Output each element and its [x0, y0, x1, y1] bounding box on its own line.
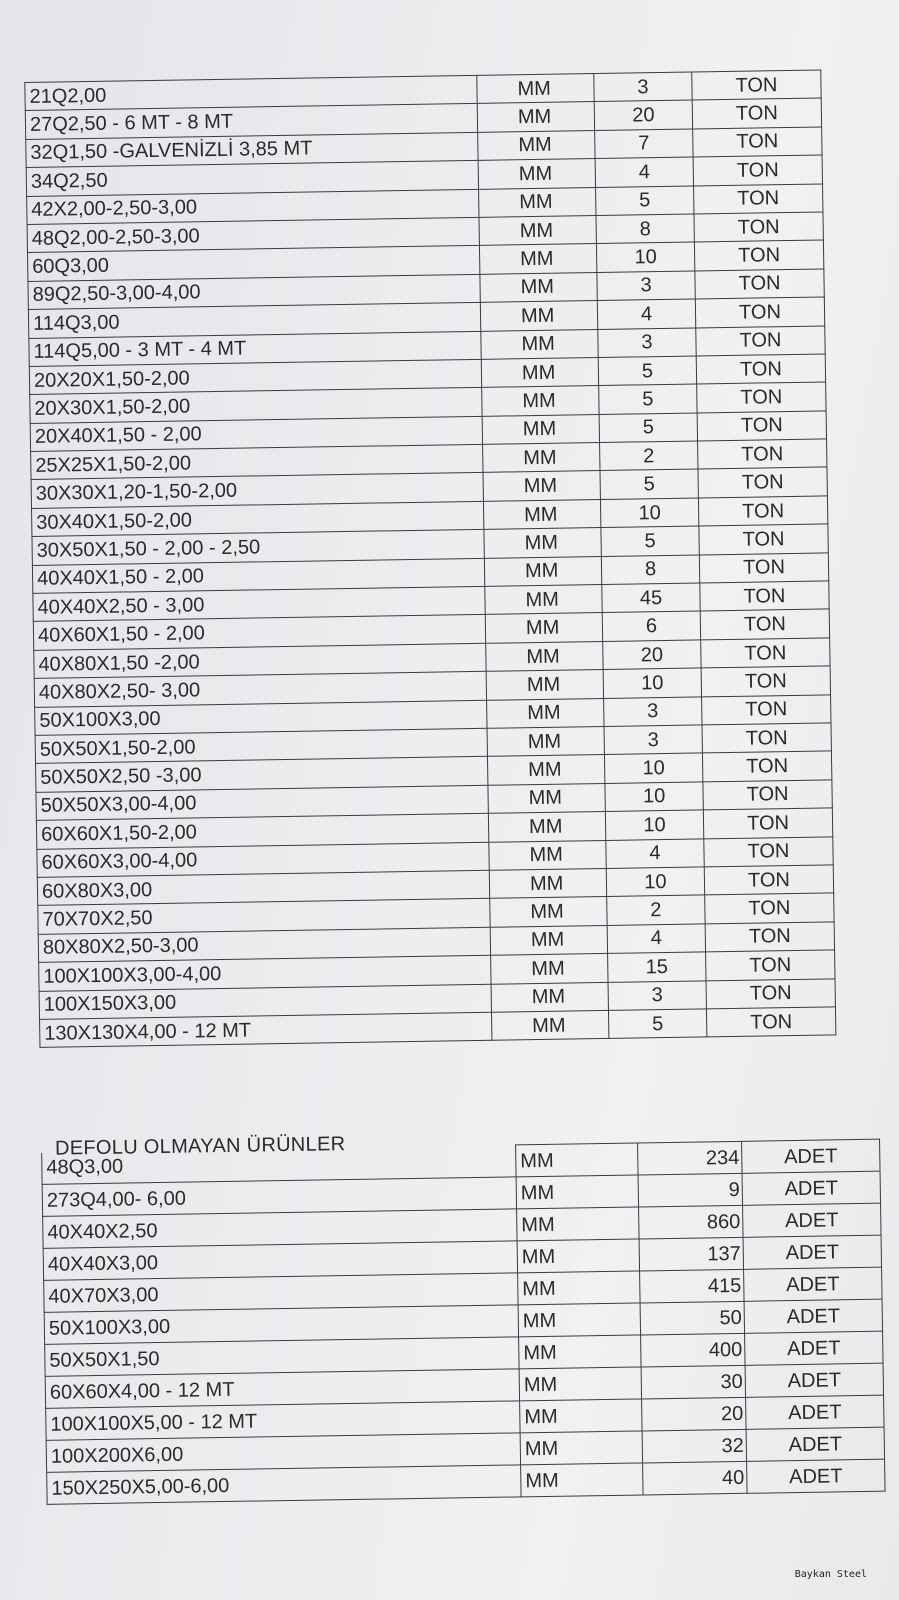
product-cell: 100X100X5,00 - 12 MT [46, 1401, 520, 1440]
unit-cell: MM [482, 386, 599, 416]
unit-cell: MM [518, 1303, 640, 1337]
unit-cell: MM [480, 301, 597, 331]
measure-cell: TON [705, 893, 834, 923]
quantity-cell: 3 [594, 72, 692, 102]
quantity-cell: 137 [639, 1237, 743, 1271]
unit-cell: MM [483, 471, 600, 501]
quantity-cell: 3 [608, 980, 706, 1010]
unit-cell: MM [491, 954, 608, 984]
product-cell: 20X20X1,50-2,00 [29, 359, 481, 394]
product-cell: 20X40X1,50 - 2,00 [30, 416, 482, 451]
quantity-cell: 5 [599, 384, 697, 414]
product-cell: 30X50X1,50 - 2,00 - 2,50 [32, 530, 484, 565]
quantity-cell: 4 [606, 838, 704, 868]
quantity-cell: 45 [602, 583, 700, 613]
quantity-cell: 9 [638, 1173, 742, 1207]
quantity-cell: 10 [606, 867, 704, 897]
quantity-cell: 5 [598, 356, 696, 386]
product-cell: 42X2,00-2,50-3,00 [27, 189, 479, 224]
quantity-cell: 7 [595, 129, 693, 159]
product-cell: 70X70X2,50 [38, 899, 490, 934]
measure-cell: TON [702, 723, 831, 753]
quantity-cell: 32 [642, 1429, 746, 1463]
measure-cell: TON [703, 780, 832, 810]
unit-cell: MM [479, 187, 596, 217]
unit-cell: MM [521, 1463, 643, 1497]
unit-cell: MM [486, 670, 603, 700]
product-cell: 32Q1,50 -GALVENİZLİ 3,85 MT [26, 132, 478, 167]
measure-cell: TON [693, 155, 822, 185]
quantity-cell: 10 [596, 242, 694, 272]
product-cell: 50X50X3,00-4,00 [36, 785, 488, 820]
measure-cell: TON [692, 70, 821, 100]
unit-cell: MM [486, 641, 603, 671]
quantity-cell: 234 [638, 1141, 742, 1175]
measure-cell: TON [692, 98, 821, 128]
measure-cell: ADET [745, 1363, 883, 1397]
product-cell: 21Q2,00 [25, 75, 477, 110]
quantity-cell: 10 [604, 753, 702, 783]
quantity-cell: 30 [641, 1365, 745, 1399]
product-cell: 40X70X3,00 [44, 1273, 518, 1312]
measure-cell: TON [705, 922, 834, 952]
measure-cell: ADET [743, 1203, 881, 1237]
watermark: Baykan Steel [794, 1569, 867, 1580]
product-cell: 50X100X3,00 [44, 1305, 518, 1344]
product-cell: 20X30X1,50-2,00 [30, 388, 482, 423]
quantity-cell: 50 [640, 1301, 744, 1335]
measure-cell: TON [699, 524, 828, 554]
product-cell: 60X60X1,50-2,00 [36, 813, 488, 848]
unit-cell: MM [491, 982, 608, 1012]
unit-cell: MM [483, 499, 600, 529]
unit-cell: MM [519, 1367, 641, 1401]
unit-cell: MM [518, 1271, 640, 1305]
quantity-cell: 10 [603, 668, 701, 698]
unit-cell: MM [487, 755, 604, 785]
measure-cell: ADET [742, 1171, 880, 1205]
unit-cell: MM [487, 698, 604, 728]
measure-cell: TON [699, 553, 828, 583]
quantity-cell: 3 [597, 271, 695, 301]
measure-cell: TON [702, 751, 831, 781]
unit-cell: MM [479, 244, 596, 274]
product-cell: 40X40X2,50 - 3,00 [33, 586, 485, 621]
measure-cell: ADET [743, 1235, 881, 1269]
unit-cell: MM [520, 1431, 642, 1465]
unit-cell: MM [489, 868, 606, 898]
unit-cell: MM [516, 1143, 638, 1177]
measure-cell: TON [703, 808, 832, 838]
product-cell: 27Q2,50 - 6 MT - 8 MT [25, 104, 477, 139]
product-cell: 60X60X4,00 - 12 MT [45, 1369, 519, 1408]
unit-cell: MM [484, 528, 601, 558]
measure-cell: TON [706, 950, 835, 980]
measure-cell: ADET [745, 1331, 883, 1365]
unit-cell: MM [491, 1010, 608, 1040]
unit-cell: MM [488, 812, 605, 842]
quantity-cell: 5 [601, 526, 699, 556]
product-cell: 48Q3,00 [42, 1145, 516, 1184]
measure-cell: TON [701, 638, 830, 668]
measure-cell: TON [693, 127, 822, 157]
product-cell: 60X60X3,00-4,00 [37, 842, 489, 877]
unit-cell: MM [520, 1399, 642, 1433]
measure-cell: TON [695, 269, 824, 299]
quantity-cell: 415 [640, 1269, 744, 1303]
product-cell: 100X100X3,00-4,00 [39, 955, 491, 990]
non-defect-table [41, 1139, 885, 1505]
product-cell: 50X50X2,50 -3,00 [36, 757, 488, 792]
quantity-cell: 8 [596, 214, 694, 244]
quantity-cell: 4 [597, 299, 695, 329]
product-cell: 48Q2,00-2,50-3,00 [27, 217, 479, 252]
product-cell: 40X60X1,50 - 2,00 [33, 615, 485, 650]
measure-cell: ADET [746, 1395, 884, 1429]
product-cell: 50X50X1,50-2,00 [35, 728, 487, 763]
unit-cell: MM [490, 897, 607, 927]
product-cell: 100X200X6,00 [46, 1433, 520, 1472]
unit-cell: MM [517, 1239, 639, 1273]
quantity-cell: 860 [639, 1205, 743, 1239]
document-sheet [24, 48, 899, 1542]
quantity-cell: 5 [596, 186, 694, 216]
product-cell: 114Q5,00 - 3 MT - 4 MT [29, 331, 481, 366]
measure-cell: TON [702, 695, 831, 725]
product-cell: 34Q2,50 [26, 161, 478, 196]
stock-table [24, 69, 836, 1048]
measure-cell: TON [698, 467, 827, 497]
measure-cell: TON [694, 240, 823, 270]
product-cell: 40X80X2,50- 3,00 [34, 672, 486, 707]
measure-cell: ADET [744, 1299, 882, 1333]
unit-cell: MM [480, 272, 597, 302]
product-cell: 40X40X2,50 [43, 1209, 517, 1248]
product-cell: 60Q3,00 [27, 246, 479, 281]
unit-cell: MM [481, 329, 598, 359]
unit-cell: MM [487, 726, 604, 756]
unit-cell: MM [489, 840, 606, 870]
measure-cell: TON [698, 439, 827, 469]
unit-cell: MM [488, 783, 605, 813]
unit-cell: MM [478, 130, 595, 160]
product-cell: 114Q3,00 [28, 302, 480, 337]
product-cell: 40X40X3,00 [43, 1241, 517, 1280]
quantity-cell: 3 [604, 725, 702, 755]
measure-cell: TON [704, 865, 833, 895]
unit-cell: MM [477, 74, 594, 104]
unit-cell: MM [517, 1207, 639, 1241]
quantity-cell: 4 [607, 924, 705, 954]
unit-cell: MM [477, 102, 594, 132]
unit-cell: MM [485, 613, 602, 643]
quantity-cell: 3 [604, 697, 702, 727]
quantity-cell: 4 [595, 157, 693, 187]
section-title: DEFOLU OLMAYAN ÜRÜNLER [54, 1133, 346, 1160]
product-cell: 40X40X1,50 - 2,00 [32, 558, 484, 593]
product-cell: 89Q2,50-3,00-4,00 [28, 274, 480, 309]
product-cell: 130X130X4,00 - 12 MT [40, 1012, 492, 1047]
product-cell: 40X80X1,50 -2,00 [34, 643, 486, 678]
measure-cell: TON [698, 496, 827, 526]
measure-cell: TON [694, 184, 823, 214]
measure-cell: ADET [747, 1459, 885, 1493]
quantity-cell: 20 [603, 640, 701, 670]
unit-cell: MM [478, 159, 595, 189]
product-cell: 273Q4,00- 6,00 [42, 1177, 516, 1216]
measure-cell: ADET [746, 1427, 884, 1461]
unit-cell: MM [519, 1335, 641, 1369]
quantity-cell: 5 [608, 1009, 706, 1039]
quantity-cell: 10 [600, 498, 698, 528]
measure-cell: TON [697, 382, 826, 412]
quantity-cell: 20 [594, 100, 692, 130]
quantity-cell: 40 [643, 1461, 747, 1495]
measure-cell: ADET [742, 1139, 880, 1173]
measure-cell: TON [700, 581, 829, 611]
product-cell: 80X80X2,50-3,00 [38, 927, 490, 962]
quantity-cell: 6 [602, 611, 700, 641]
unit-cell: MM [482, 414, 599, 444]
product-cell: 30X40X1,50-2,00 [32, 501, 484, 536]
quantity-cell: 10 [605, 782, 703, 812]
product-cell: 25X25X1,50-2,00 [31, 444, 483, 479]
product-cell: 150X250X5,00-6,00 [47, 1465, 521, 1504]
quantity-cell: 5 [599, 413, 697, 443]
unit-cell: MM [516, 1175, 638, 1209]
unit-cell: MM [481, 357, 598, 387]
measure-cell: TON [700, 609, 829, 639]
product-cell: 100X150X3,00 [39, 984, 491, 1019]
quantity-cell: 2 [607, 895, 705, 925]
measure-cell: TON [704, 836, 833, 866]
measure-cell: TON [696, 354, 825, 384]
unit-cell: MM [484, 556, 601, 586]
unit-cell: MM [483, 443, 600, 473]
unit-cell: MM [479, 215, 596, 245]
quantity-cell: 8 [601, 555, 699, 585]
product-cell: 50X50X1,50 [45, 1337, 519, 1376]
measure-cell: ADET [744, 1267, 882, 1301]
quantity-cell: 15 [608, 952, 706, 982]
product-cell: 60X80X3,00 [37, 870, 489, 905]
measure-cell: TON [706, 978, 835, 1008]
quantity-cell: 5 [600, 469, 698, 499]
quantity-cell: 10 [605, 810, 703, 840]
measure-cell: TON [706, 1007, 835, 1037]
product-cell: 50X100X3,00 [35, 700, 487, 735]
measure-cell: TON [696, 325, 825, 355]
quantity-cell: 20 [642, 1397, 746, 1431]
measure-cell: TON [694, 212, 823, 242]
unit-cell: MM [485, 585, 602, 615]
unit-cell: MM [490, 925, 607, 955]
product-cell: 30X30X1,20-1,50-2,00 [31, 473, 483, 508]
quantity-cell: 2 [600, 441, 698, 471]
quantity-cell: 3 [598, 327, 696, 357]
quantity-cell: 400 [641, 1333, 745, 1367]
measure-cell: TON [701, 666, 830, 696]
measure-cell: TON [697, 411, 826, 441]
measure-cell: TON [695, 297, 824, 327]
